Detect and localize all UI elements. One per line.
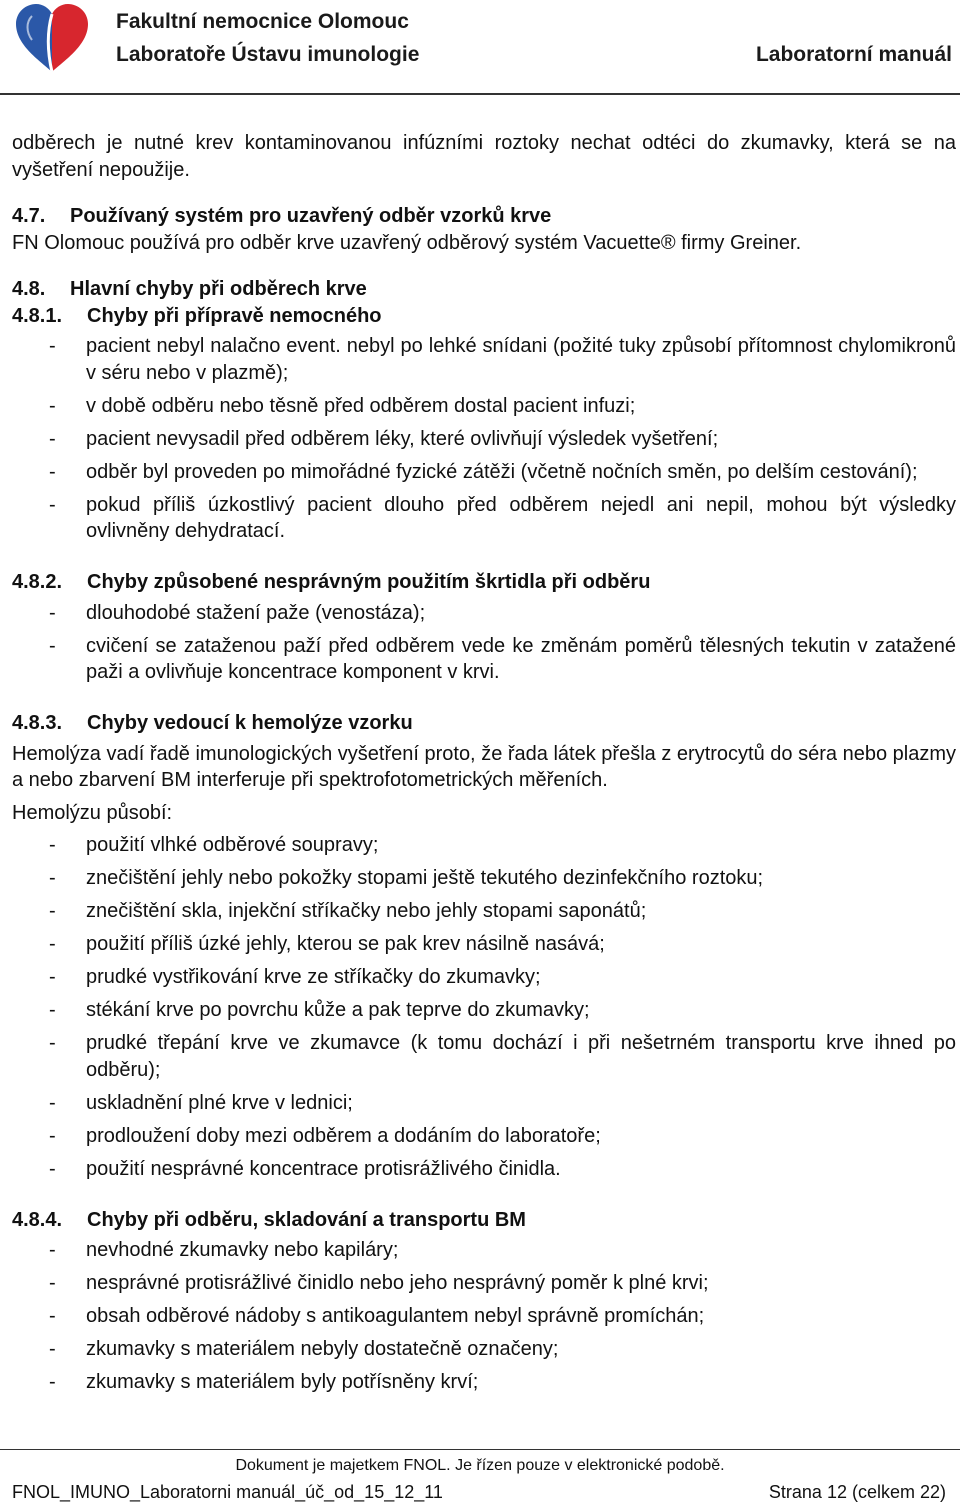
list-item [12, 600, 956, 627]
list-item-text: zkumavky s materiálem byly potřísněny krví; [86, 1371, 479, 1393]
list-item-text: odběr byl proveden po mimořádné fyzické zátěži (včetně nočních směn, po delším cestování); [86, 460, 918, 483]
section-4-8-4-heading [12, 1207, 956, 1234]
dash-bullet: - [49, 493, 56, 516]
list-item [12, 333, 956, 386]
list-item [12, 426, 956, 453]
dash-bullet: - [49, 460, 56, 483]
dash-bullet: - [49, 1371, 56, 1393]
list-item-text: použití nesprávné koncentrace protisrážlivého činidla. [86, 1157, 561, 1180]
section-title: Chyby při přípravě nemocného [87, 304, 382, 327]
list-item-text: použití vlhké odběrové soupravy; [86, 834, 379, 856]
org-name: Fakultní nemocnice Olomouc [116, 10, 409, 33]
list-item [12, 898, 956, 925]
list-item-text: prudké vystřikování krve ze stříkačky do zkumavky; [86, 966, 541, 988]
dash-bullet: - [49, 867, 56, 889]
dash-bullet: - [49, 394, 56, 417]
section-number: 4.8.3. [12, 712, 63, 734]
list-item [12, 997, 956, 1024]
dash-bullet: - [49, 427, 56, 450]
intro-paragraph: odběrech je nutné krev kontaminovanou infúzními roztoky nechat odtéci do zkumavky, která se na vyšetření nepoužije. [12, 132, 956, 181]
dash-bullet: - [49, 335, 56, 357]
dash-bullet: - [49, 634, 56, 657]
page-header [0, 0, 960, 95]
section-number: 4.8. [12, 278, 46, 300]
list-item [12, 1030, 956, 1083]
list-item-text: nevhodné zkumavky nebo kapiláry; [86, 1239, 399, 1261]
heart-logo-icon [12, 2, 92, 74]
list-item [12, 865, 956, 892]
footer-divider [0, 1449, 960, 1450]
dash-bullet: - [49, 966, 56, 988]
dash-bullet: - [49, 1272, 56, 1294]
section-number: 4.7. [12, 205, 46, 227]
footer-page-number: Strana 12 (celkem 22) [768, 1482, 946, 1502]
list-item [12, 1270, 956, 1297]
header-divider [0, 93, 960, 95]
list-item-text: znečištění jehly nebo pokožky stopami ještě tekutého dezinfekčního roztoku; [86, 867, 764, 889]
list-item [12, 393, 956, 420]
section-title: Hlavní chyby při odběrech krve [70, 278, 367, 300]
list-item [12, 1303, 956, 1330]
document-type: Laboratorní manuál [755, 43, 952, 66]
list-item [12, 964, 956, 991]
list-item [12, 931, 956, 958]
dash-bullet: - [49, 601, 56, 624]
section-4-8-2-heading [12, 569, 956, 596]
dash-bullet: - [49, 1239, 56, 1261]
hemolysis-paragraph: Hemolýza vadí řadě imunologických vyšetření proto, že řada látek přešla z erytrocytů do séra nebo plazmy a nebo zbarvení BM interferuje při spektrofotometrických měřeních. [12, 742, 956, 791]
dash-bullet: - [49, 900, 56, 922]
list-item-text: prodloužení doby mezi odběrem a dodáním do laboratoře; [86, 1124, 601, 1147]
list-item-text: pacient nebyl nalačno event. nebyl po lehké snídani (požité tuky způsobí přítomnost chylomikronů v séru nebo v plazmě); [86, 335, 956, 384]
dash-bullet: - [49, 1157, 56, 1180]
section-4-8-3-heading [12, 710, 956, 737]
footer-document-id: FNOL_IMUNO_Laboratorni manuál_úč_od_15_12_11 [12, 1482, 443, 1502]
handling-errors-list [12, 1237, 956, 1396]
dash-bullet: - [49, 1338, 56, 1360]
list-item-text: cvičení se zataženou paží před odběrem vede ke změnám poměrů tělesných tekutin v zatažené paži a ovlivňuje koncentrace komponent v krvi. [86, 634, 956, 683]
list-item-text: nesprávné protisrážlivé činidlo nebo jeho nesprávný poměr k plné krvi; [86, 1272, 709, 1294]
list-item-text: znečištění skla, injekční stříkačky nebo jehly stopami saponátů; [86, 900, 647, 922]
hemolysis-lead: Hemolýzu působí: [12, 801, 173, 824]
list-item [12, 832, 956, 859]
document-body [12, 130, 956, 1402]
list-item [12, 1237, 956, 1264]
list-item-text: stékání krve po povrchu kůže a pak teprve do zkumavky; [86, 999, 590, 1021]
section-number: 4.8.2. [12, 571, 63, 593]
list-item-text: obsah odběrové nádoby s antikoagulantem nebyl správně promíchán; [86, 1305, 705, 1327]
list-item [12, 1369, 956, 1396]
list-item [12, 1090, 956, 1117]
dash-bullet: - [49, 933, 56, 955]
section-title: Chyby vedoucí k hemolýze vzorku [87, 712, 413, 734]
list-item [12, 1336, 956, 1363]
list-item [12, 1123, 956, 1150]
list-item [12, 1156, 956, 1183]
preparation-errors-list [12, 333, 956, 545]
section-4-8-heading [12, 276, 956, 303]
section-number: 4.8.4. [12, 1208, 63, 1231]
dash-bullet: - [49, 1032, 56, 1054]
list-item-text: pacient nevysadil před odběrem léky, které ovlivňují výsledek vyšetření; [86, 427, 719, 450]
list-item-text: v době odběru nebo těsně před odběrem dostal pacient infuzi; [86, 394, 636, 417]
dash-bullet: - [49, 1091, 56, 1114]
section-title: Chyby způsobené nesprávným použitím škrtidla při odběru [87, 571, 651, 593]
list-item [12, 459, 956, 486]
dash-bullet: - [49, 999, 56, 1021]
list-item-text: dlouhodobé stažení paže (venostáza); [86, 601, 426, 624]
footer-notice: Dokument je majetkem FNOL. Je řízen pouze v elektronické podobě. [235, 1457, 725, 1474]
section-title: Používaný systém pro uzavřený odběr vzorků krve [70, 205, 552, 227]
list-item-text: pokud příliš úzkostlivý pacient dlouho před odběrem nejedl ani nepil, mohou být výsledky ovlivněny dehydratací. [86, 493, 956, 542]
list-item [12, 492, 956, 545]
section-4-7-heading [12, 203, 956, 230]
dash-bullet: - [49, 1124, 56, 1147]
section-number: 4.8.1. [12, 304, 63, 327]
list-item-text: uskladnění plné krve v lednici; [86, 1091, 353, 1114]
section-4-7-text: FN Olomouc používá pro odběr krve uzavřený odběrový systém Vacuette® firmy Greiner. [12, 231, 802, 254]
dash-bullet: - [49, 834, 56, 856]
list-item-text: prudké třepání krve ve zkumavce (k tomu dochází i při nešetrném transportu krve ihned po odběru); [86, 1032, 956, 1081]
section-4-8-1-heading [12, 303, 956, 330]
list-item-text: použití příliš úzké jehly, kterou se pak krev násilně nasává; [86, 933, 605, 955]
tourniquet-errors-list [12, 600, 956, 686]
list-item-text: zkumavky s materiálem nebyly dostatečně označeny; [86, 1338, 559, 1360]
department-name: Laboratoře Ústavu imunologie [116, 43, 420, 66]
section-title: Chyby při odběru, skladování a transportu BM [87, 1208, 526, 1231]
dash-bullet: - [49, 1305, 56, 1327]
list-item [12, 633, 956, 686]
hemolysis-causes-list [12, 832, 956, 1182]
